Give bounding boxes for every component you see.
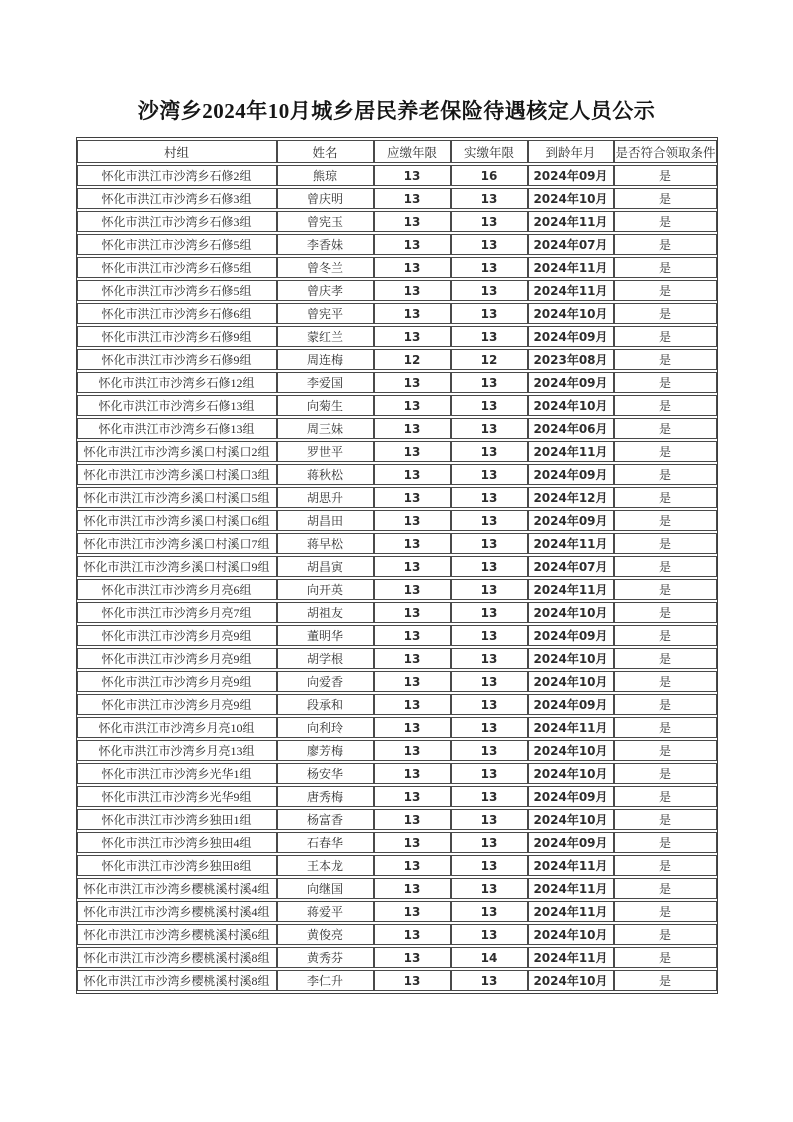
table-row	[77, 832, 717, 853]
village-group-cell: 怀化市洪江市沙湾乡月亮9组	[77, 671, 277, 692]
name-cell: 黄秀芬	[277, 947, 374, 968]
table-row	[77, 625, 717, 646]
paid-years-cell: 13	[451, 579, 528, 600]
village-group-cell: 怀化市洪江市沙湾乡樱桃溪村溪8组	[77, 947, 277, 968]
page-title: 沙湾乡2024年10月城乡居民养老保险待遇核定人员公示	[137, 99, 656, 123]
village-group-cell: 怀化市洪江市沙湾乡石修12组	[77, 372, 277, 393]
age-date-cell: 2024年11月	[528, 280, 614, 301]
eligibility-cell: 是	[614, 694, 717, 715]
village-group-cell: 怀化市洪江市沙湾乡月亮9组	[77, 648, 277, 669]
village-group-cell: 怀化市洪江市沙湾乡石修3组	[77, 211, 277, 232]
eligibility-cell: 是	[614, 556, 717, 577]
required-years-cell: 13	[374, 188, 451, 209]
name-cell: 熊琼	[277, 165, 374, 186]
paid-years-cell: 13	[451, 763, 528, 784]
name-cell: 胡昌寅	[277, 556, 374, 577]
age-date-cell: 2024年10月	[528, 924, 614, 945]
table-row	[77, 648, 717, 669]
name-cell: 蒙红兰	[277, 326, 374, 347]
village-group-cell: 怀化市洪江市沙湾乡独田8组	[77, 855, 277, 876]
table-row	[77, 418, 717, 439]
paid-years-cell: 16	[451, 165, 528, 186]
paid-years-cell: 14	[451, 947, 528, 968]
age-date-cell: 2024年11月	[528, 901, 614, 922]
eligibility-cell: 是	[614, 395, 717, 416]
name-cell: 李爱国	[277, 372, 374, 393]
table-row	[77, 280, 717, 301]
eligibility-cell: 是	[614, 786, 717, 807]
name-cell: 胡昌田	[277, 510, 374, 531]
name-cell: 蒋爱平	[277, 901, 374, 922]
paid-years-cell: 13	[451, 740, 528, 761]
village-group-cell: 怀化市洪江市沙湾乡石修5组	[77, 234, 277, 255]
required-years-cell: 13	[374, 924, 451, 945]
village-group-cell: 怀化市洪江市沙湾乡石修6组	[77, 303, 277, 324]
table-row	[77, 924, 717, 945]
table-row	[77, 326, 717, 347]
name-cell: 向爱香	[277, 671, 374, 692]
required-years-cell: 13	[374, 303, 451, 324]
village-group-cell: 怀化市洪江市沙湾乡月亮10组	[77, 717, 277, 738]
column-header-eligibility: 是否符合领取条件	[614, 140, 717, 163]
table-header-row	[77, 140, 717, 163]
village-group-cell: 怀化市洪江市沙湾乡石修5组	[77, 257, 277, 278]
eligibility-cell: 是	[614, 625, 717, 646]
eligibility-cell: 是	[614, 740, 717, 761]
eligibility-cell: 是	[614, 257, 717, 278]
required-years-cell: 13	[374, 602, 451, 623]
village-group-cell: 怀化市洪江市沙湾乡独田1组	[77, 809, 277, 830]
eligibility-cell: 是	[614, 671, 717, 692]
name-cell: 王本龙	[277, 855, 374, 876]
eligibility-cell: 是	[614, 602, 717, 623]
paid-years-cell: 13	[451, 441, 528, 462]
table-row	[77, 740, 717, 761]
paid-years-cell: 13	[451, 832, 528, 853]
paid-years-cell: 13	[451, 602, 528, 623]
age-date-cell: 2024年09月	[528, 832, 614, 853]
village-group-cell: 怀化市洪江市沙湾乡月亮7组	[77, 602, 277, 623]
eligibility-cell: 是	[614, 165, 717, 186]
required-years-cell: 13	[374, 763, 451, 784]
required-years-cell: 13	[374, 441, 451, 462]
eligibility-cell: 是	[614, 533, 717, 554]
column-header-required-years: 应缴年限	[374, 140, 451, 163]
eligibility-cell: 是	[614, 211, 717, 232]
age-date-cell: 2024年10月	[528, 809, 614, 830]
age-date-cell: 2024年11月	[528, 211, 614, 232]
required-years-cell: 13	[374, 395, 451, 416]
table-row	[77, 303, 717, 324]
table-row	[77, 257, 717, 278]
required-years-cell: 13	[374, 280, 451, 301]
village-group-cell: 怀化市洪江市沙湾乡樱桃溪村溪4组	[77, 901, 277, 922]
village-group-cell: 怀化市洪江市沙湾乡石修2组	[77, 165, 277, 186]
name-cell: 胡思升	[277, 487, 374, 508]
table-row	[77, 556, 717, 577]
name-cell: 段承和	[277, 694, 374, 715]
name-cell: 周连梅	[277, 349, 374, 370]
required-years-cell: 13	[374, 579, 451, 600]
paid-years-cell: 13	[451, 694, 528, 715]
name-cell: 罗世平	[277, 441, 374, 462]
paid-years-cell: 13	[451, 303, 528, 324]
eligibility-cell: 是	[614, 855, 717, 876]
name-cell: 李香妹	[277, 234, 374, 255]
eligibility-cell: 是	[614, 947, 717, 968]
required-years-cell: 13	[374, 211, 451, 232]
village-group-cell: 怀化市洪江市沙湾乡月亮6组	[77, 579, 277, 600]
age-date-cell: 2024年07月	[528, 556, 614, 577]
paid-years-cell: 13	[451, 901, 528, 922]
paid-years-cell: 12	[451, 349, 528, 370]
age-date-cell: 2024年12月	[528, 487, 614, 508]
name-cell: 蒋早松	[277, 533, 374, 554]
age-date-cell: 2024年09月	[528, 625, 614, 646]
name-cell: 唐秀梅	[277, 786, 374, 807]
column-header-name: 姓名	[277, 140, 374, 163]
table-row	[77, 579, 717, 600]
eligibility-cell: 是	[614, 878, 717, 899]
required-years-cell: 13	[374, 809, 451, 830]
eligibility-cell: 是	[614, 901, 717, 922]
paid-years-cell: 13	[451, 395, 528, 416]
paid-years-cell: 13	[451, 717, 528, 738]
age-date-cell: 2024年11月	[528, 878, 614, 899]
village-group-cell: 怀化市洪江市沙湾乡樱桃溪村溪6组	[77, 924, 277, 945]
name-cell: 李仁升	[277, 970, 374, 991]
required-years-cell: 13	[374, 510, 451, 531]
paid-years-cell: 13	[451, 855, 528, 876]
paid-years-cell: 13	[451, 625, 528, 646]
eligibility-cell: 是	[614, 280, 717, 301]
pension-notice-table	[77, 138, 717, 993]
age-date-cell: 2024年09月	[528, 786, 614, 807]
name-cell: 向继国	[277, 878, 374, 899]
required-years-cell: 13	[374, 786, 451, 807]
table-row	[77, 855, 717, 876]
paid-years-cell: 13	[451, 372, 528, 393]
name-cell: 向开英	[277, 579, 374, 600]
table-row	[77, 349, 717, 370]
village-group-cell: 怀化市洪江市沙湾乡溪口村溪口6组	[77, 510, 277, 531]
table-row	[77, 234, 717, 255]
required-years-cell: 13	[374, 694, 451, 715]
table-row	[77, 901, 717, 922]
name-cell: 蒋秋松	[277, 464, 374, 485]
village-group-cell: 怀化市洪江市沙湾乡石修9组	[77, 326, 277, 347]
age-date-cell: 2024年09月	[528, 694, 614, 715]
table-row	[77, 441, 717, 462]
village-group-cell: 怀化市洪江市沙湾乡石修13组	[77, 418, 277, 439]
name-cell: 曾庆孝	[277, 280, 374, 301]
paid-years-cell: 13	[451, 924, 528, 945]
column-header-age-date: 到龄年月	[528, 140, 614, 163]
paid-years-cell: 13	[451, 648, 528, 669]
required-years-cell: 13	[374, 947, 451, 968]
paid-years-cell: 13	[451, 786, 528, 807]
age-date-cell: 2024年09月	[528, 464, 614, 485]
age-date-cell: 2024年11月	[528, 441, 614, 462]
eligibility-cell: 是	[614, 349, 717, 370]
paid-years-cell: 13	[451, 211, 528, 232]
name-cell: 杨富香	[277, 809, 374, 830]
village-group-cell: 怀化市洪江市沙湾乡光华9组	[77, 786, 277, 807]
name-cell: 周三妹	[277, 418, 374, 439]
required-years-cell: 13	[374, 556, 451, 577]
table-row	[77, 970, 717, 991]
paid-years-cell: 13	[451, 510, 528, 531]
name-cell: 曾庆明	[277, 188, 374, 209]
age-date-cell: 2024年11月	[528, 257, 614, 278]
required-years-cell: 13	[374, 648, 451, 669]
table-row	[77, 487, 717, 508]
required-years-cell: 13	[374, 901, 451, 922]
age-date-cell: 2024年10月	[528, 970, 614, 991]
table-row	[77, 395, 717, 416]
eligibility-cell: 是	[614, 510, 717, 531]
required-years-cell: 13	[374, 257, 451, 278]
paid-years-cell: 13	[451, 970, 528, 991]
table-row	[77, 671, 717, 692]
village-group-cell: 怀化市洪江市沙湾乡石修3组	[77, 188, 277, 209]
paid-years-cell: 13	[451, 671, 528, 692]
eligibility-cell: 是	[614, 579, 717, 600]
required-years-cell: 13	[374, 326, 451, 347]
eligibility-cell: 是	[614, 418, 717, 439]
age-date-cell: 2024年10月	[528, 188, 614, 209]
village-group-cell: 怀化市洪江市沙湾乡月亮9组	[77, 694, 277, 715]
required-years-cell: 13	[374, 855, 451, 876]
table-row	[77, 763, 717, 784]
village-group-cell: 怀化市洪江市沙湾乡溪口村溪口2组	[77, 441, 277, 462]
eligibility-cell: 是	[614, 303, 717, 324]
paid-years-cell: 13	[451, 188, 528, 209]
table-row	[77, 372, 717, 393]
village-group-cell: 怀化市洪江市沙湾乡溪口村溪口5组	[77, 487, 277, 508]
age-date-cell: 2024年09月	[528, 326, 614, 347]
name-cell: 向菊生	[277, 395, 374, 416]
required-years-cell: 13	[374, 165, 451, 186]
paid-years-cell: 13	[451, 326, 528, 347]
table-row	[77, 602, 717, 623]
age-date-cell: 2023年08月	[528, 349, 614, 370]
table-body	[77, 165, 717, 991]
village-group-cell: 怀化市洪江市沙湾乡溪口村溪口9组	[77, 556, 277, 577]
eligibility-cell: 是	[614, 464, 717, 485]
table-row	[77, 694, 717, 715]
name-cell: 向利玲	[277, 717, 374, 738]
eligibility-cell: 是	[614, 372, 717, 393]
required-years-cell: 13	[374, 878, 451, 899]
eligibility-cell: 是	[614, 763, 717, 784]
village-group-cell: 怀化市洪江市沙湾乡月亮13组	[77, 740, 277, 761]
required-years-cell: 13	[374, 740, 451, 761]
table-row	[77, 464, 717, 485]
column-header-village-group: 村组	[77, 140, 277, 163]
table-row	[77, 947, 717, 968]
required-years-cell: 13	[374, 970, 451, 991]
eligibility-cell: 是	[614, 832, 717, 853]
paid-years-cell: 13	[451, 464, 528, 485]
village-group-cell: 怀化市洪江市沙湾乡石修13组	[77, 395, 277, 416]
age-date-cell: 2024年11月	[528, 579, 614, 600]
age-date-cell: 2024年10月	[528, 395, 614, 416]
required-years-cell: 13	[374, 717, 451, 738]
eligibility-cell: 是	[614, 970, 717, 991]
paid-years-cell: 13	[451, 556, 528, 577]
age-date-cell: 2024年11月	[528, 533, 614, 554]
table-row	[77, 809, 717, 830]
age-date-cell: 2024年07月	[528, 234, 614, 255]
column-header-paid-years: 实缴年限	[451, 140, 528, 163]
name-cell: 胡祖友	[277, 602, 374, 623]
name-cell: 董明华	[277, 625, 374, 646]
required-years-cell: 12	[374, 349, 451, 370]
eligibility-cell: 是	[614, 441, 717, 462]
age-date-cell: 2024年11月	[528, 947, 614, 968]
required-years-cell: 13	[374, 234, 451, 255]
age-date-cell: 2024年09月	[528, 372, 614, 393]
paid-years-cell: 13	[451, 257, 528, 278]
village-group-cell: 怀化市洪江市沙湾乡独田4组	[77, 832, 277, 853]
paid-years-cell: 13	[451, 809, 528, 830]
age-date-cell: 2024年09月	[528, 510, 614, 531]
village-group-cell: 怀化市洪江市沙湾乡樱桃溪村溪4组	[77, 878, 277, 899]
name-cell: 胡学根	[277, 648, 374, 669]
required-years-cell: 13	[374, 418, 451, 439]
eligibility-cell: 是	[614, 326, 717, 347]
name-cell: 杨安华	[277, 763, 374, 784]
eligibility-cell: 是	[614, 924, 717, 945]
age-date-cell: 2024年10月	[528, 602, 614, 623]
required-years-cell: 13	[374, 372, 451, 393]
required-years-cell: 13	[374, 533, 451, 554]
table-row	[77, 165, 717, 186]
village-group-cell: 怀化市洪江市沙湾乡石修5组	[77, 280, 277, 301]
required-years-cell: 13	[374, 671, 451, 692]
required-years-cell: 13	[374, 464, 451, 485]
village-group-cell: 怀化市洪江市沙湾乡月亮9组	[77, 625, 277, 646]
table-row	[77, 786, 717, 807]
age-date-cell: 2024年10月	[528, 303, 614, 324]
village-group-cell: 怀化市洪江市沙湾乡溪口村溪口7组	[77, 533, 277, 554]
paid-years-cell: 13	[451, 418, 528, 439]
age-date-cell: 2024年10月	[528, 740, 614, 761]
village-group-cell: 怀化市洪江市沙湾乡石修9组	[77, 349, 277, 370]
required-years-cell: 13	[374, 832, 451, 853]
table-row	[77, 717, 717, 738]
table-row	[77, 533, 717, 554]
name-cell: 曾宪玉	[277, 211, 374, 232]
eligibility-cell: 是	[614, 809, 717, 830]
eligibility-cell: 是	[614, 188, 717, 209]
required-years-cell: 13	[374, 487, 451, 508]
village-group-cell: 怀化市洪江市沙湾乡樱桃溪村溪8组	[77, 970, 277, 991]
eligibility-cell: 是	[614, 717, 717, 738]
paid-years-cell: 13	[451, 878, 528, 899]
name-cell: 廖芳梅	[277, 740, 374, 761]
age-date-cell: 2024年09月	[528, 165, 614, 186]
name-cell: 曾冬兰	[277, 257, 374, 278]
age-date-cell: 2024年06月	[528, 418, 614, 439]
age-date-cell: 2024年11月	[528, 717, 614, 738]
eligibility-cell: 是	[614, 648, 717, 669]
eligibility-cell: 是	[614, 487, 717, 508]
age-date-cell: 2024年10月	[528, 648, 614, 669]
name-cell: 石春华	[277, 832, 374, 853]
eligibility-cell: 是	[614, 234, 717, 255]
paid-years-cell: 13	[451, 280, 528, 301]
table-row	[77, 878, 717, 899]
required-years-cell: 13	[374, 625, 451, 646]
paid-years-cell: 13	[451, 487, 528, 508]
pension-table-container	[76, 137, 718, 994]
name-cell: 曾宪平	[277, 303, 374, 324]
name-cell: 黄俊亮	[277, 924, 374, 945]
village-group-cell: 怀化市洪江市沙湾乡光华1组	[77, 763, 277, 784]
age-date-cell: 2024年10月	[528, 671, 614, 692]
paid-years-cell: 13	[451, 533, 528, 554]
age-date-cell: 2024年11月	[528, 855, 614, 876]
age-date-cell: 2024年10月	[528, 763, 614, 784]
village-group-cell: 怀化市洪江市沙湾乡溪口村溪口3组	[77, 464, 277, 485]
table-row	[77, 188, 717, 209]
paid-years-cell: 13	[451, 234, 528, 255]
table-row	[77, 510, 717, 531]
table-row	[77, 211, 717, 232]
